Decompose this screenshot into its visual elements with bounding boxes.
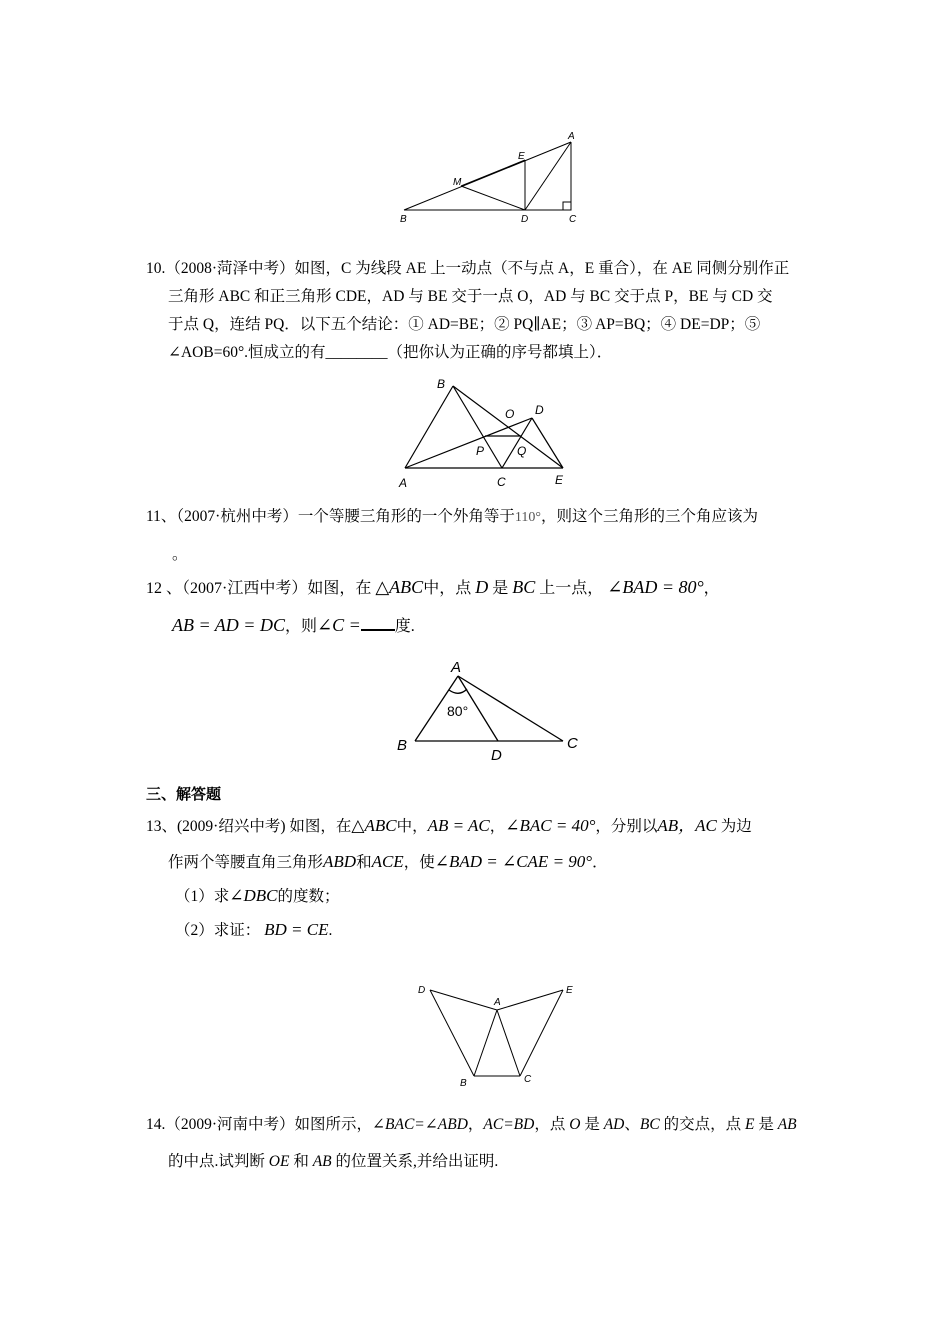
q14-a: 14.（2009·河南中考）如图所示， (146, 1116, 373, 1133)
q12-text-f: ，则 (284, 618, 317, 635)
figure-q10 (395, 375, 580, 490)
label-O: O (505, 407, 515, 421)
q13-p1-b: 的度数； (277, 888, 340, 905)
label-B: B (460, 1078, 467, 1089)
q12-text-d: 上一点， (539, 580, 604, 597)
label-E: E (566, 985, 573, 996)
q14-c6: 是 (758, 1116, 774, 1133)
label-D: D (521, 214, 529, 225)
q13-sides: AB，AC (657, 816, 717, 835)
label-C: C (569, 214, 577, 225)
label-C: C (567, 735, 578, 752)
q13-ang2: ∠BAD = ∠CAE = 90° (434, 852, 593, 871)
q10-line-2: 三角形 ABC 和正三角形 CDE，AD 与 BE 交于一点 O，AD 与 BC 交于点 P，BE 与 CD 交 (168, 288, 773, 305)
q14-c1: ， (467, 1116, 484, 1133)
q14-m8: OE (268, 1153, 290, 1170)
q12-BC: BC (512, 577, 536, 597)
label-M: M (453, 177, 462, 188)
q14-c3: 是 (584, 1116, 600, 1133)
q11-angle: 110° (514, 510, 541, 525)
q12-tri: △ABC (375, 577, 424, 597)
label-E: E (555, 473, 564, 487)
q12-D: D (475, 577, 489, 597)
q12-text-b: 中，点 (423, 580, 472, 597)
q11-line-2: 。 (172, 546, 188, 563)
q14-c: 的位置关系,并给出证明. (335, 1153, 499, 1170)
q12-line-2 (172, 615, 415, 637)
q12-angle: ∠BAD = 80° (607, 577, 704, 597)
label-A: A (451, 659, 462, 676)
label-A: A (494, 997, 501, 1008)
label-D: D (491, 747, 502, 764)
label-A: A (568, 131, 575, 142)
q13-p1-a: （1）求 (175, 888, 230, 905)
label-B: B (397, 737, 408, 754)
q13-text-e: 作两个等腰直角三角形 (168, 854, 324, 871)
label-D: D (535, 403, 544, 417)
q12-text-g: 度. (394, 618, 415, 635)
label-B: B (400, 214, 407, 225)
q14-and: 和 (293, 1153, 309, 1170)
q13-text-d: 为边 (720, 818, 752, 835)
q13-and: 和 (356, 854, 372, 871)
label-C: C (497, 475, 506, 489)
q13-text-f: ，使 (403, 854, 435, 871)
q13-p2-b: . (328, 922, 333, 939)
q11-text-b: ，则这个三角形的三个角应该为 (540, 508, 758, 525)
label-angle: 80° (447, 703, 469, 719)
q11-line-1 (146, 507, 758, 528)
q13-p2-m: BD = CE (264, 920, 329, 939)
q14-line-2 (168, 1152, 498, 1172)
q13-line-2 (168, 852, 608, 873)
figure-q9 (395, 128, 585, 228)
q13-part-1 (175, 886, 340, 907)
figure-q13 (410, 978, 580, 1093)
q10-line-4: ∠AOB=60°.恒成立的有________（把你认为正确的序号都填上）． (168, 344, 613, 361)
q13-p1-m: ∠DBC (229, 886, 278, 905)
q12-angleC: ∠C = (316, 615, 361, 635)
q10-line-3: 于点 Q，连结 PQ．以下五个结论：① AD=BE；② PQ∥AE；③ AP=BQ；④ DE=DP；⑤ (168, 316, 761, 333)
q12-text-a: 12 、（2007·江西中考）如图，在 (146, 580, 372, 597)
q12-line-1 (146, 577, 720, 599)
label-Q: Q (517, 444, 527, 458)
q13-ang1: ∠BAC = 40° (505, 816, 596, 835)
q13-dot: ． (592, 854, 608, 871)
q13-line-1 (146, 816, 752, 837)
q14-m6: E (744, 1116, 755, 1133)
label-P: P (476, 444, 485, 458)
q14-m5: BC (639, 1116, 660, 1133)
q12-eq: AB = AD = DC (172, 615, 285, 635)
label-B: B (437, 377, 446, 391)
section-title: 三、解答题 (146, 785, 222, 803)
q13-tri: △ABC (351, 816, 397, 835)
q14-m3: O (569, 1116, 581, 1133)
q13-text-a: 13、(2009·绍兴中考) 如图，在 (146, 818, 352, 835)
q14-c4: 、 (624, 1116, 640, 1133)
q12-text-e: ， (703, 580, 720, 597)
q13-p2-a: （2）求证： (175, 922, 261, 939)
q14-m1: ∠BAC=∠ABD (372, 1116, 468, 1133)
q12-answer-blank (361, 615, 395, 631)
q13-sep: ， (489, 818, 506, 835)
q13-eq1: AB = AC (427, 816, 490, 835)
q14-m4: AD (603, 1116, 625, 1133)
q13-text-b: 中， (396, 818, 428, 835)
q14-line-1 (146, 1115, 797, 1135)
q12-text-c: 是 (492, 580, 509, 597)
q14-m9: AB (312, 1153, 332, 1170)
q14-c5: 的交点，点 (663, 1116, 742, 1133)
q14-b: 的中点.试判断 (168, 1153, 265, 1170)
q14-m7: AB (777, 1116, 797, 1133)
q14-c2: ，点 (534, 1116, 566, 1133)
q11-text-a: 11、（2007·杭州中考）一个等腰三角形的一个外角等于 (146, 508, 515, 525)
label-D: D (418, 985, 426, 996)
label-E: E (518, 151, 525, 162)
q13-part-2 (175, 920, 332, 941)
q10-line-1: 10.（2008·菏泽中考）如图，C 为线段 AE 上一动点（不与点 A，E 重合），在 AE 同侧分别作正 (146, 260, 790, 277)
label-A: A (399, 476, 408, 490)
q14-m2: AC=BD (483, 1116, 535, 1133)
figure-q12 (390, 650, 590, 765)
label-C: C (524, 1074, 532, 1085)
q13-text-c: ，分别以 (595, 818, 658, 835)
q13-t1: ABD (323, 852, 357, 871)
q13-t2: ACE (371, 852, 404, 871)
